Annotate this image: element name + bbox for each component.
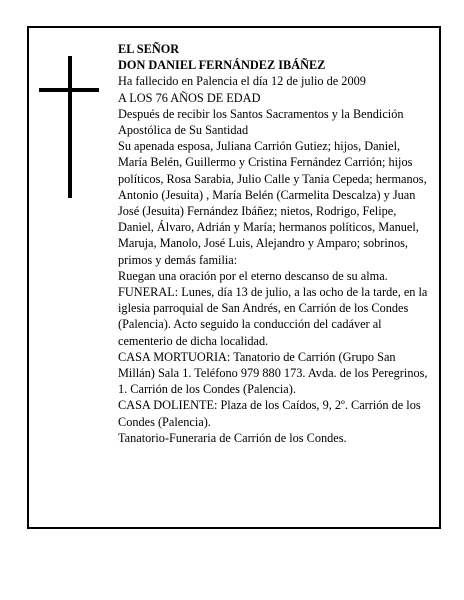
mortuary-details: CASA MORTUORIA: Tanatorio de Carrión (Grupo San Millán) Sala 1. Teléfono 979 880 173. Avda. de los Peregrinos, 1. Carrión de los Condes (Palencia). [118, 349, 428, 397]
cross-icon [39, 56, 99, 198]
title-line-1: EL SEÑOR [118, 42, 180, 56]
age-statement: A LOS 76 AÑOS DE EDAD [118, 90, 261, 105]
death-statement: Ha fallecido en Palencia el día 12 de julio de 2009 [118, 74, 366, 89]
obituary-notice [27, 26, 441, 529]
prayer-request: Ruegan una oración por el eterno descanso de su alma. [118, 268, 388, 283]
cross-vertical-bar [68, 56, 72, 198]
funeral-home-credit: Tanatorio-Funeraria de Carrión de los Condes. [118, 430, 347, 445]
deceased-name: DON DANIEL FERNÁNDEZ IBÁÑEZ [118, 58, 326, 73]
notice-text [118, 41, 430, 446]
funeral-details: FUNERAL: Lunes, día 13 de julio, a las ocho de la tarde, en la iglesia parroquial de San Andrés, en Carrión de los Condes (Palencia). Acto seguido la conducción del cadáver al cementerio de dicha localidad. [118, 285, 428, 348]
family-list: Su apenada esposa, Juliana Carrión Gutiez; hijos, Daniel, María Belén, Guillermo y Cristina Fernández Carrión; hijos políticos, Rosa Sarabia, Julio Calle y Tania Cepeda; hermanos, Antonio (Jesuita) , María Belén (Carmelita Descalza) y Juan José (Jesuita) Fernández Ibáñez; nietos, Rodrigo, Felipe, Daniel, Álvaro, Adrián y María; hermanos políticos, Manuel, Maruja, Manolo, José Luis, Alejandro y Amparo; sobrinos, primos y demás familia: [118, 139, 427, 267]
mourning-house-details: CASA DOLIENTE: Plaza de los Caídos, 9, 2º. Carrión de los Condes (Palencia). [118, 398, 421, 429]
sacraments-statement: Después de recibir los Santos Sacramentos y la Bendición Apostólica de Su Santidad [118, 106, 404, 138]
cross-horizontal-bar [39, 88, 99, 92]
